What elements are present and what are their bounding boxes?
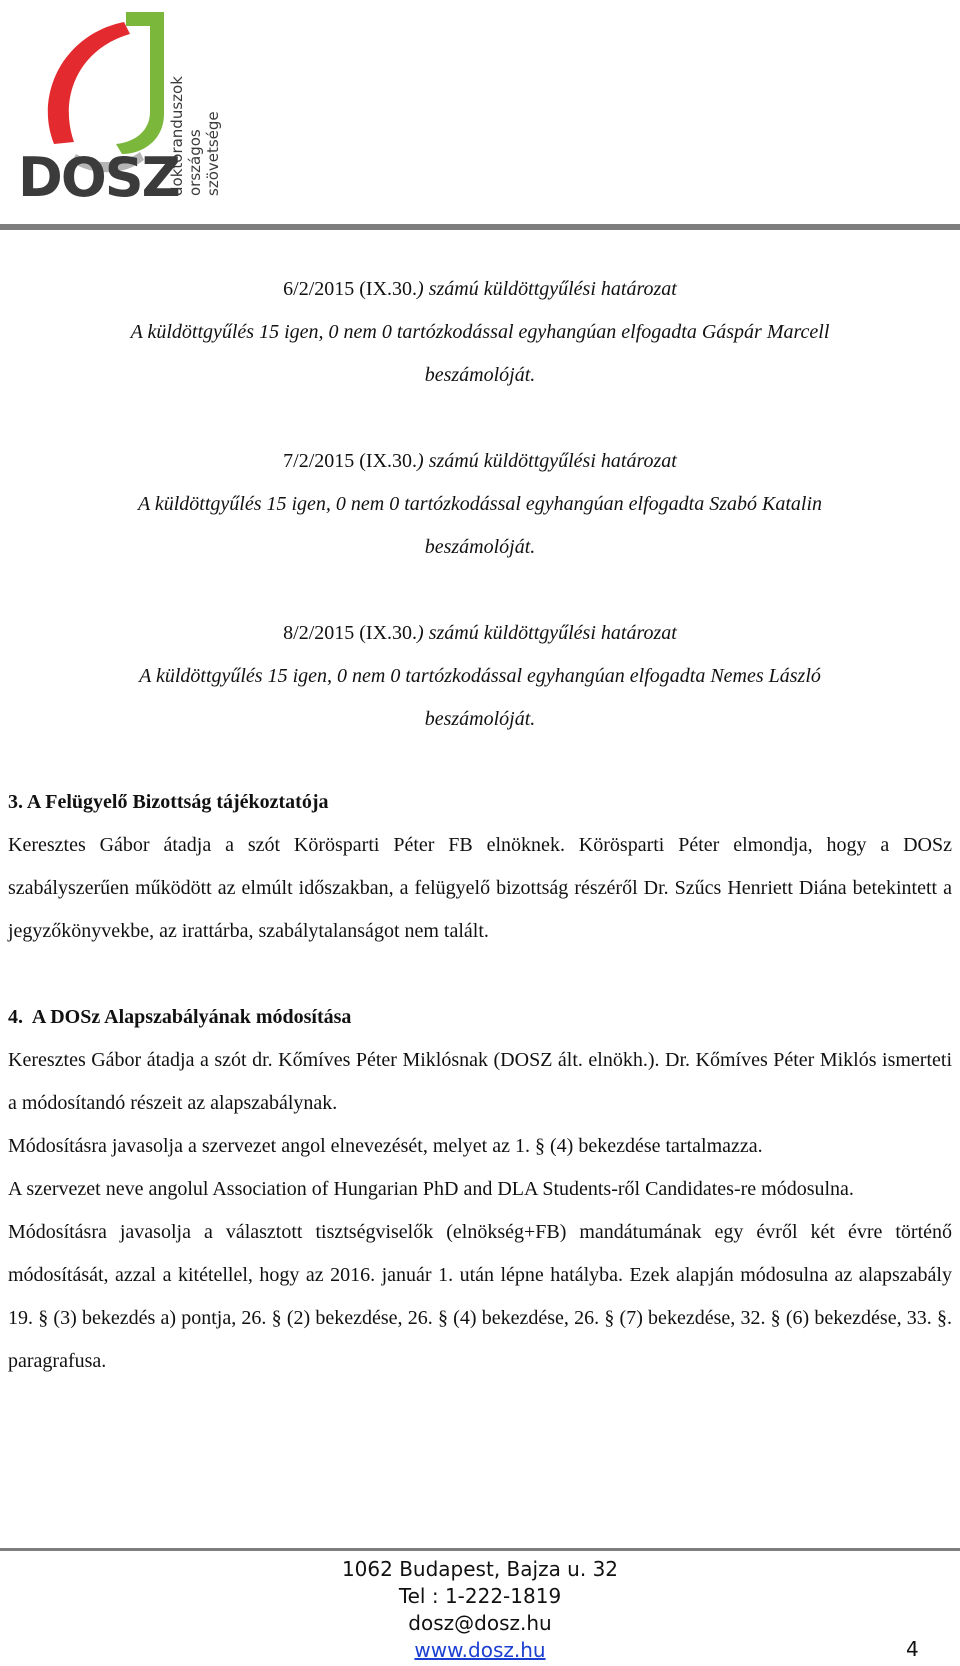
resolution-tail: beszámolóját. xyxy=(424,708,536,730)
logo-tagline-3: szövetsége xyxy=(204,111,222,196)
footer-email: dosz@dosz.hu xyxy=(408,1611,552,1635)
section-3-paragraph: Keresztes Gábor átadja a szót Körösparti Péter FB elnöknek. Körösparti Péter elmondja, hogy a DOSz szabályszerűen működött az elmúlt időszakban, a felügyelő bizottság részéről Dr. Szűcs Henriett Diána betekintett a jegyzőkönyvekbe, az irattárba, szabálytalanságot nem talált. xyxy=(8,834,952,942)
resolution-title: 7/2/2015 (IX.30.) számú küldöttgyűlési határozat xyxy=(283,450,677,472)
footer xyxy=(0,1556,960,1664)
section-3 xyxy=(8,781,952,953)
section-4-paragraph: Módosításra javasolja a szervezet angol elnevezését, melyet az 1. § (4) bekezdése tartalmazza. xyxy=(8,1135,763,1157)
footer-address: 1062 Budapest, Bajza u. 32 xyxy=(341,1557,619,1581)
footer-rule xyxy=(0,1548,960,1551)
logo-graphic xyxy=(14,4,244,204)
section-4-paragraph: Keresztes Gábor átadja a szót dr. Kőmíves Péter Miklósnak (DOSZ ált. elnökh.). Dr. Kőmíves Péter Miklós ismerteti a módosítandó részeit az alapszabálynak. xyxy=(8,1049,952,1114)
document-body xyxy=(8,268,952,1383)
section-4-heading: 4. A DOSz Alapszabályának módosítása xyxy=(8,1006,352,1028)
footer-web-link[interactable]: www.dosz.hu xyxy=(414,1638,546,1662)
resolution-7 xyxy=(8,440,952,569)
header-rule xyxy=(0,224,960,230)
logo-wordmark: DOSZ xyxy=(18,146,179,204)
resolution-body: A küldöttgyűlés 15 igen, 0 nem 0 tartózkodással egyhangúan elfogadta Gáspár Marcell xyxy=(130,321,830,343)
resolution-tail: beszámolóját. xyxy=(424,364,536,386)
resolution-6 xyxy=(8,268,952,397)
resolution-8 xyxy=(8,612,952,741)
resolution-title: 8/2/2015 (IX.30.) számú küldöttgyűlési határozat xyxy=(283,622,677,644)
section-4-paragraph: A szervezet neve angolul Association of Hungarian PhD and DLA Students-ről Candidates-re módosulna. xyxy=(8,1178,854,1200)
dosz-logo xyxy=(14,4,244,204)
resolution-body: A küldöttgyűlés 15 igen, 0 nem 0 tartózkodással egyhangúan elfogadta Szabó Katalin xyxy=(137,493,823,515)
logo-tagline-1: doktoranduszok xyxy=(168,76,186,196)
logo-tagline-2: országos xyxy=(186,129,204,196)
logo-red-arc xyxy=(48,22,130,144)
section-3-heading: 3. A Felügyelő Bizottság tájékoztatója xyxy=(8,791,329,813)
resolution-tail: beszámolóját. xyxy=(424,536,536,558)
resolution-body: A küldöttgyűlés 15 igen, 0 nem 0 tartózkodással egyhangúan elfogadta Nemes László xyxy=(139,665,821,687)
footer-phone: Tel : 1-222-1819 xyxy=(398,1584,562,1608)
section-4 xyxy=(8,996,952,1383)
section-4-paragraph: Módosításra javasolja a választott tisztségviselők (elnökség+FB) mandátumának egy évről két évre történő módosítását, azzal a kitétellel, hogy az 2016. január 1. után lépne hatályba. Ezek alapján módosulna az alapszabály 19. § (3) bekezdés a) pontja, 26. § (2) bekezdése, 26. § (4) bekezdése, 26. § (7) bekezdése, 32. § (6) bekezdése, 33. §. paragrafusa. xyxy=(8,1221,952,1372)
page-number: 4 xyxy=(906,1637,919,1661)
resolution-title: 6/2/2015 (IX.30.) számú küldöttgyűlési határozat xyxy=(283,278,677,300)
